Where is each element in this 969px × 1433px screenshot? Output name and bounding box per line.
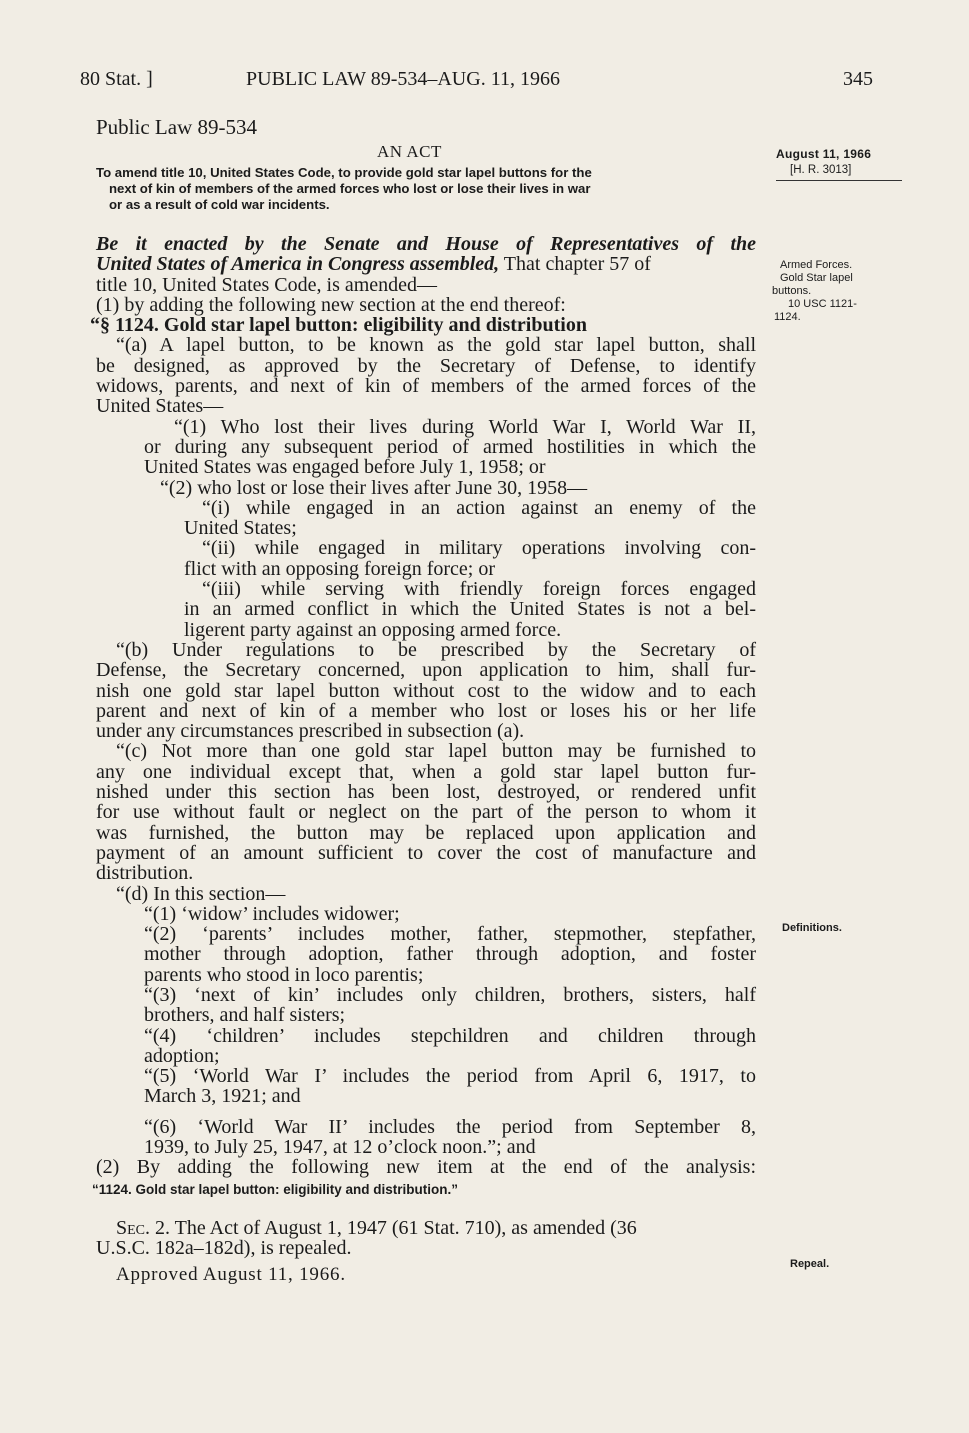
approval-date: Approved August 11, 1966. [116,1263,346,1285]
paragraph-d4: adoption; [144,1044,220,1067]
paragraph-a2i: United States; [184,517,297,540]
paragraph-b: under any circumstances prescribed in subsection (a). [96,720,525,743]
paragraph-a: be designed, as approved by the Secretary of Defense, to identify [96,354,756,377]
margin-definitions: Definitions. [782,922,842,934]
paragraph-c: any one individual except that, when a gold star lapel button fur- [96,760,756,783]
spacer [96,1200,756,1218]
section-2: U.S.C. 182a–182d), is repealed. [96,1237,352,1260]
paragraph-a2ii: “(ii) while engaged in military operations involving con- [202,537,756,560]
paragraph-c: distribution. [96,862,194,885]
paragraph-a2: “(2) who lost or lose their lives after June 30, 1958— [160,476,588,499]
margin-line: 10 USC 1121- [788,298,857,310]
purpose-line: next of kin of members of the armed forces who lost or lose their lives in war [109,181,591,196]
paragraph-a1: United States was engaged before July 1, 1958; or [144,456,546,479]
paragraph-a1: or during any subsequent period of armed hostilities in which the [144,435,756,458]
paragraph-d2: parents who stood in loco parentis; [144,963,424,986]
enacting-rest: That chapter 57 of [499,253,651,276]
enacting-clause: Be it enacted by the Senate and House of Representatives of the [96,233,756,255]
amendment-item-1: (1) by adding the following new section at the end thereof: [96,293,566,316]
paragraph-d3: brothers, and half sisters; [144,1004,346,1027]
section-2 [96,1218,756,1238]
paragraph-c: for use without fault or neglect on the part of the person to whom it [96,801,756,824]
paragraph-d5: “(5) ‘World War I’ includes the period from April 6, 1917, to [144,1065,756,1088]
paragraph-b: nish one gold star lapel button without cost to the widow and to each [96,679,756,702]
paragraph-c: “(c) Not more than one gold star lapel button may be furnished to [116,740,756,763]
paragraph-d4: “(4) ‘children’ includes stepchildren and children through [144,1024,756,1047]
section-2-text: The Act of August 1, 1947 (61 Stat. 710), as amended (36 [170,1216,637,1239]
paragraph-d6: “(6) ‘World War II’ includes the period from September 8, [144,1115,756,1138]
paragraph-a: United States— [96,395,224,418]
margin-repeal: Repeal. [790,1258,830,1270]
law-title: Public Law 89-534 [96,115,257,139]
enacting-italic: United States of America in Congress assembled, [96,253,500,276]
purpose-line: or as a result of cold war incidents. [109,197,330,212]
enacting-clause [96,254,756,274]
paragraph-c: was furnished, the button may be replaced upon application and [96,821,756,844]
enacting-clause: title 10, United States Code, is amended— [96,273,438,296]
paragraph-a2i: “(i) while engaged in an action against an enemy of the [202,496,756,519]
paragraph-d6: 1939, to July 25, 1947, at 12 o’clock noon.”; and [144,1136,536,1159]
paragraph-d3: “(3) ‘next of kin’ includes only children, brothers, sisters, half [144,983,756,1006]
amendment-item-2: (2) By adding the following new item at the end of the analysis: [96,1156,756,1179]
paragraph-d5: March 3, 1921; and [144,1085,301,1108]
section-heading: “§ 1124. Gold star lapel button: eligibility and distribution [90,314,587,337]
paragraph-d1: “(1) ‘widow’ includes widower; [144,902,400,925]
statute-body [90,233,756,1285]
paragraph-a1: “(1) Who lost their lives during World War I, World War II, [174,415,756,438]
paragraph-a2iii: ligerent party against an opposing armed force. [184,618,562,641]
paragraph-b: “(b) Under regulations to be prescribed by the Secretary of [116,638,756,661]
margin-line: Armed Forces. [780,259,853,271]
paragraph-b: parent and next of kin of a member who lost or loses his or her life [96,699,756,722]
margin-line: 1124. [774,311,801,323]
act-purpose [96,165,756,213]
paragraph-b: Defense, the Secretary concerned, upon application to him, shall fur- [96,659,756,682]
margin-bill-number: [H. R. 3013] [790,164,852,176]
header-law-date: PUBLIC LAW 89-534–AUG. 11, 1966 [246,68,560,90]
paragraph-a2ii: flict with an opposing foreign force; or [184,557,496,580]
margin-rule [776,180,902,181]
paragraph-a2iii: in an armed conflict in which the United States is not a bel- [184,598,756,621]
margin-armed-forces [772,259,857,324]
paragraph-c: payment of an amount sufficient to cover the cost of manufacture and [96,841,756,864]
margin-line: buttons. [772,285,812,297]
analysis-item: “1124. Gold star lapel button: eligibility and distribution.” [92,1181,459,1197]
margin-date: August 11, 1966 [776,147,872,161]
paragraph-d: “(d) In this section— [116,882,286,905]
margin-line: Gold Star lapel [780,272,853,284]
header-citation: 80 Stat. ] [80,68,153,90]
paragraph-d2: “(2) ‘parents’ includes mother, father, stepmother, stepfather, [144,923,756,946]
paragraph-a2iii: “(iii) while serving with friendly foreign forces engaged [202,578,756,601]
section-2-label: Sec. 2. [116,1216,171,1239]
act-heading: AN ACT [377,142,442,161]
purpose-line: To amend title 10, United States Code, to provide gold star lapel buttons for the [96,165,592,180]
paragraph-a: “(a) A lapel button, to be known as the gold star lapel button, shall [116,334,756,357]
page-number: 345 [843,68,873,90]
paragraph-d2: mother through adoption, father through adoption, and foster [144,943,756,966]
paragraph-c: nished under this section has been lost, destroyed, or rendered unfit [96,781,756,804]
paragraph-a: widows, parents, and next of kin of members of the armed forces of the [96,375,756,398]
